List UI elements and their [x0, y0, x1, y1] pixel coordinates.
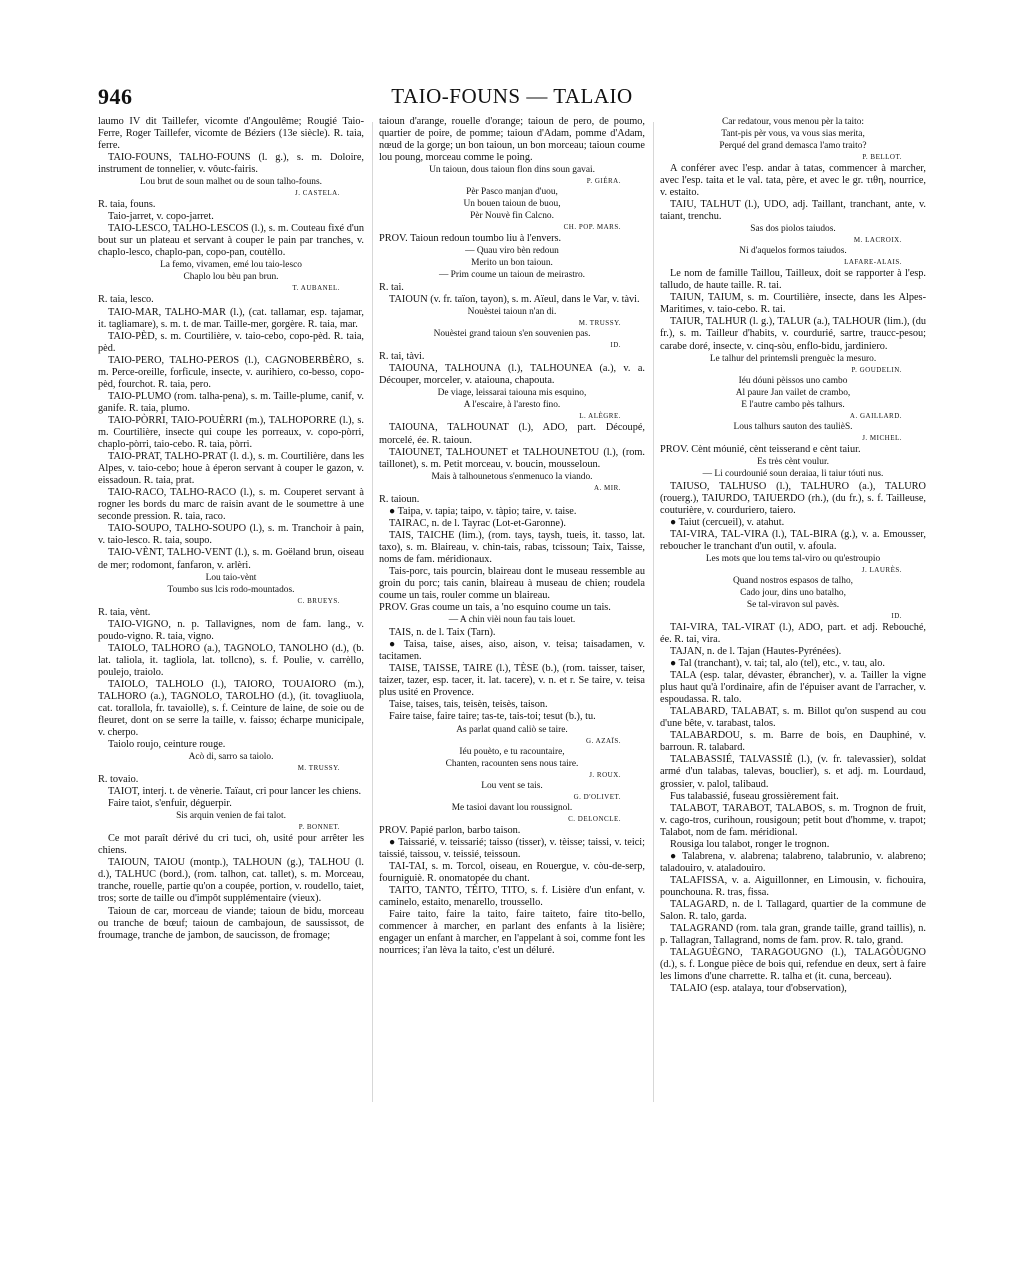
- quotation-line: Lous talhurs sauton des taulièS.: [733, 421, 853, 432]
- quotation-line: Chaplo lou bèu pan brun.: [183, 272, 279, 283]
- quotation-line: Chanten, racounten sens nous taire.: [445, 758, 579, 769]
- dictionary-entry: TAISE, TAISSE, TAIRE (l.), TÈSE (b.), (rom. taisser, taiser, taizer, tazer, esp. tacer, it. lat. tacere), v. n. et r. Se taire, v. teisa plus usité en Provence.: [379, 663, 645, 699]
- quotation-attribution: P. GIÉRA.: [586, 177, 621, 186]
- quotation-attribution: P. BELLOT.: [862, 153, 902, 161]
- quotation-attribution: CH. POP. MARS.: [563, 223, 621, 232]
- quotation-line: Cado jour, dins uno batalho,: [740, 587, 846, 598]
- quotation-line: Ni d'aquelos formos taiudos.: [739, 246, 847, 257]
- quotation-attribution: ID.: [610, 341, 621, 350]
- quotation-attribution: A. GAILLARD.: [849, 411, 902, 420]
- running-title: TAIO-FOUNS — TALAIO: [391, 84, 633, 108]
- dictionary-entry: TAIOUNA, TALHOUNA (l.), TALHOUNEA (a.), v. a. Découper, morceler, v. ataiouna, chapouta.: [379, 363, 645, 387]
- text-columns: [98, 116, 926, 1196]
- dictionary-entry: TAIOUNET, TALHOUNET et TALHOUNETOU (l.), (rom. taillonet), s. m. Petit morceau, v. boucin, mousseloun.: [379, 446, 645, 470]
- dictionary-entry: Faire taito, faire la taito, faire taiteto, faire tito-bello, commencer à marcher, en parlant des enfants à la lisière; engager un enfant à marcher, en l'appelant à soi, comme font les nourrices; i'an lèva la taito, c'est un déluré.: [379, 908, 645, 956]
- dictionary-entry: TAIOUN, TAIOU (montp.), TALHOUN (g.), TALHOU (l. d.), TALHUC (bord.), (rom. talhon, cat. tallet), s. m. Morceau, tranche, rouelle, partie qu'on a coupée, portion, v. roudello, taiet, tros; sorte de taille ou d'impôt supplémentaire (vieux).: [98, 857, 364, 905]
- page-number: 946: [98, 84, 133, 109]
- page-header: [98, 84, 926, 114]
- dictionary-entry: TAIOLO, TALHORO (a.), TAGNOLO, TANOLHO (d.), (b. lat. taliola, it. tagliola, lat. tollcno), s. f. Poulie, v. carrèllo, poulejo, traiolo.: [98, 642, 364, 678]
- dictionary-entry: TAJAN, n. de l. Tajan (Hautes-Pyrénées).: [670, 645, 842, 657]
- quotation-line: Car redatour, vous menou pèr la taito:: [721, 117, 865, 127]
- dictionary-entry: TAITO, TANTO, TÈITO, TITO, s. f. Lisière d'un enfant, v. caminelo, estaito, menarello, troussello.: [379, 884, 645, 908]
- quotation-line: Merito un bon taioun.: [471, 258, 553, 269]
- entry-continuation: laumo IV dit Taillefer, vicomte d'Angoulême; Rougié Taio-Ferre, Roger Taillefer, vicomte de Béziers (13e siècle). R. taia, ferre.: [98, 116, 364, 152]
- dictionary-entry: TAIS, TAICHE (lim.), (rom. tays, taysh, tueis, it. tasso, lat. taxo), s. m. Blaireau, v. chin-tais, rabas, tcissoun; Taix, Taisse, noms de fam. méridionaux.: [379, 529, 645, 565]
- quotation-attribution: J. ROUX.: [589, 770, 621, 779]
- dictionary-entry: TAIO-MAR, TALHO-MAR (l.), (cat. tallamar, esp. tajamar, it. tagliamare), s. m. t. de mar. Taille-mer, gorgère. R. taia, mar.: [98, 306, 364, 330]
- quotation-attribution: LAFARE-ALAIS.: [844, 258, 902, 267]
- quotation-line: Un bouen taioun de buou,: [463, 199, 561, 210]
- entry-continuation: PROV. Papié parlon, barbo taison.: [379, 824, 521, 836]
- entry-continuation: R. taia, vènt.: [98, 606, 151, 618]
- quotation-line: Lou brut de soun malhet ou de soun talho-founs.: [139, 177, 322, 188]
- quotation-attribution: ID.: [891, 611, 902, 620]
- dictionary-entry: ● Talabrena, v. alabrena; talabreno, talabrunio, v. alabreno; taladouiro, v. ataladouiro.: [660, 850, 926, 874]
- quotation-line: Nouèstei grand taioun s'en souvenien pas.: [433, 329, 591, 340]
- quotation-line: Iéu dóuni pèissos uno cambo: [738, 375, 848, 386]
- dictionary-entry: ● Tal (tranchant), v. tai; tal, alo (tel), etc., v. tau, alo.: [670, 658, 885, 670]
- entry-continuation: PROV. Gras coume un tais, a 'no esquino coume un tais.: [379, 602, 611, 614]
- quotation-attribution: G. AZAÏS.: [585, 736, 621, 745]
- quotation-line: Tant-pis pèr vous, va vous sias merita,: [721, 129, 865, 139]
- quotation-attribution: M. TRUSSY.: [297, 764, 340, 773]
- quotation-line: Les mots que lou tems tal-viro ou qu'estroupio: [705, 553, 881, 564]
- quotation-line: — Quau viro bèn redoun: [465, 246, 559, 257]
- quotation-line: Lou taio-vènt: [205, 572, 257, 583]
- quotation-line: Al paure Jan vailet de crambo,: [735, 387, 851, 398]
- dictionary-entry: TAI-TAI, s. m. Torcol, oiseau, en Rouergue, v. còu-de-serp, fourniguiè. R. onomatopée du chant.: [379, 860, 645, 884]
- quotation-attribution: P. BONNET.: [298, 823, 340, 832]
- dictionary-entry: Tais-porc, tais pourcin, blaireau dont le museau ressemble au groin du porc; tais canin, blaireau à museau de chien; roudela coume un tais, rouler comme un blaireau.: [379, 565, 645, 602]
- dictionary-entry: TAIUN, TAIUM, s. m. Courtilière, insecte, dans les Alpes-Maritimes, v. taio-cebo. R. tai.: [660, 292, 926, 316]
- dictionary-entry: TALAFISSA, v. a. Aiguillonner, en Limousin, v. fichouira, pounchouna. R. tras, fissa.: [660, 874, 926, 898]
- dictionary-entry: Rousiga lou talabot, ronger le trognon.: [670, 838, 830, 850]
- quotation-attribution: T. AUBANEL.: [292, 284, 340, 293]
- dictionary-entry: ● Taisa, taise, aises, aiso, aison, v. teisa; taisadamen, v. tacitamen.: [379, 639, 645, 663]
- dictionary-entry: TALAIO (esp. atalaya, tour d'observation),: [670, 983, 847, 995]
- dictionary-entry: TAIO-PERO, TALHO-PEROS (l.), CAGNOBERBÈRO, s. m. Perce-oreille, forficule, insecte, v. aurihiero, co-besso, copo-pèd, fourchot. R. taia, pero.: [98, 354, 364, 390]
- dictionary-entry: Le nom de famille Taillou, Tailleux, doit se rapporter à l'esp. talludo, de haute taille. R. tai.: [660, 268, 926, 292]
- dictionary-entry: Taio-jarret, v. copo-jarret.: [108, 211, 214, 223]
- dictionary-entry: Taise, taises, tais, teisèn, teisès, taison.: [389, 699, 548, 711]
- dictionary-entry: TAIO-RACO, TALHO-RACO (l.), s. m. Couperet servant à rogner les bords du marc de raisin avant de le soumettre à une seconde pression. R. taia, raco.: [98, 487, 364, 523]
- dictionary-entry: TALAGUÈGNO, TARAGOUGNO (l.), TALAGÒUGNO (d.), s. f. Longue pièce de bois qui, refendue en deux, sert à faire les limons d'une charrette. R. talha et (it. cuna, berceau).: [660, 947, 926, 983]
- quotation-attribution: P. GOUDELIN.: [851, 365, 902, 374]
- entry-continuation: PROV. Taioun redoun toumbo liu à l'envers.: [379, 233, 562, 245]
- quotation-line: Pèr Pasco manjan d'uou,: [466, 187, 558, 198]
- dictionary-entry: TALAGRAND (rom. tala gran, grande taille, grand taillis), n. p. Tallagran, Tallagrand, noms de fam. prov. R. talo, grand.: [660, 923, 926, 947]
- entry-continuation: R. taia, lesco.: [98, 294, 154, 306]
- quotation-attribution: J. LAURÈS.: [861, 565, 902, 574]
- dictionary-entry: Taioun de car, morceau de viande; taioun de bidu, morceau ou tranche de bœuf; taioun de cambajoun, de saussissot, de froumage, tranche de jambon, de saucisson, de fromage;: [98, 905, 364, 941]
- dictionary-entry: Taiolo roujo, ceinture rouge.: [108, 739, 226, 751]
- column-rule: [372, 122, 373, 1102]
- quotation-attribution: J. CASTELA.: [295, 189, 340, 198]
- dictionary-entry: TAIS, n. de l. Taix (Tarn).: [389, 627, 496, 639]
- quotation-attribution: L. ALÈGRE.: [579, 412, 621, 421]
- quotation-attribution: J. MICHEL.: [862, 433, 902, 442]
- column-rule: [653, 122, 654, 1102]
- quotation-line: La femo, vivamen, emé lou taio-lesco: [160, 260, 302, 271]
- dictionary-entry: TAIOLO, TALHOLO (l.), TAIORO, TOUAIORO (m.), TALHORO (a.), TAGNOLO, TAROLHO (d.), (it. tovagliuola, cat. torallola, fr. tavaiolle), s. f. Ceinture de laine, de soie ou de fleuret, dont on se serre la taille, v. faisso; écharpe municipale, v. cherpo.: [98, 678, 364, 739]
- quotation-line: Toumbo sus lcis rodo-mountados.: [167, 584, 295, 595]
- quotation-attribution: M. LACROIX.: [853, 236, 902, 245]
- dictionary-entry: ● Taipa, v. tapia; taipo, v. tàpio; taire, v. taise.: [389, 505, 577, 517]
- dictionary-entry: TAI-VIRA, TAL-VIRAT (l.), ADO, part. et adj. Rebouché, ée. R. tai, vira.: [660, 621, 926, 645]
- quotation-line: Nouèstei taioun n'an di.: [467, 307, 557, 318]
- dictionary-entry: TALAGARD, n. de l. Tallagard, quartier de la commune de Salon. R. talo, garda.: [660, 898, 926, 923]
- dictionary-entry: TAIO-FOUNS, TALHO-FOUNS (l. g.), s. m. Doloire, instrument de tonnelier, v. vôutc-fairis.: [98, 152, 364, 176]
- quotation-line: De viage, leissarai taiouna mis esquino,: [437, 388, 587, 399]
- quotation-attribution: C. DELONCLE.: [568, 814, 621, 823]
- dictionary-entry: TAIO-SOUPO, TALHO-SOUPO (l.), s. m. Tranchoir à pain, v. taio-lesco. R. taia, soupo.: [98, 523, 364, 547]
- quotation-line: Me tasioi davant lou roussignol.: [451, 802, 573, 813]
- entry-continuation: R. taia, founs.: [98, 199, 156, 211]
- entry-continuation: R. tai, tàvi.: [379, 351, 425, 363]
- quotation-line: As parlat quand caliò se taire.: [456, 724, 568, 735]
- dictionary-entry: TAIOUNA, TALHOUNAT (l.), ADO, part. Découpé, morcelé, ée. R. taioun.: [379, 422, 645, 446]
- quotation-line: Lou vent se tais.: [481, 780, 543, 791]
- dictionary-entry: TAIO-PÒRRI, TAIO-POUÈRRI (m.), TALHOPORRE (l.), s. m. Courtilière, insecte qui coupe les porreaux, v. copo-pòrri, chaplo-pòrri, taio-cebo. R. taia, pòrri.: [98, 414, 364, 451]
- entry-continuation: R. taioun.: [379, 493, 420, 505]
- dictionary-entry: ● Taiut (cercueil), v. atahut.: [670, 516, 785, 528]
- quotation-line: — A chin vièi noun fau tais louet.: [448, 615, 576, 626]
- dictionary-entry: TAIO-VÈNT, TALHO-VENT (l.), s. m. Goëland brun, oiseau de mer; rodomont, fanfaron, v. arlèri.: [98, 547, 364, 571]
- dictionary-entry: TAIO-LESCO, TALHO-LESCOS (l.), s. m. Couteau fixé d'un bout sur un plateau et servant à couper le pain par tranches, v. chaplo-lesco, chaplo-pan, copo-pan, coutèllo.: [98, 223, 364, 259]
- dictionary-entry: Ce mot paraît dérivé du cri tuci, oh, usité pour arrêter les chiens.: [98, 833, 364, 857]
- dictionary-entry: TAIOT, interj. t. de vènerie. Taïaut, cri pour lancer les chiens.: [108, 786, 362, 798]
- column-1: [98, 116, 364, 1196]
- dictionary-entry: TAIRAC, n. de l. Tayrac (Lot-et-Garonne).: [389, 517, 566, 529]
- quotation-line: Mais à talhounetous s'enmenuco la viando.: [431, 471, 593, 482]
- quotation-attribution: C. BRUEYS.: [297, 596, 340, 605]
- quotation-line: Perqué del grand demasca l'amo traito?: [719, 141, 867, 151]
- dictionary-entry: TALABARDOU, s. m. Barre de bois, en Dauphiné, v. barroun. R. talabard.: [660, 730, 926, 754]
- quotation-line: Quand nostros espasos de talho,: [732, 575, 854, 586]
- dictionary-entry: ● Taissarié, v. teissarié; taisso (tisser), v. tèisse; taissi, v. teici; taissié, taissou, v. teissié, teissoun.: [379, 836, 645, 860]
- dictionary-entry: TAI-VIRA, TAL-VIRA (l.), TAL-BIRA (g.), v. a. Emousser, reboucher le tranchant d'un outil, v. afoula.: [660, 528, 926, 552]
- quotation-attribution: A. MIR.: [593, 483, 621, 492]
- dictionary-entry: TAIO-PÈD, s. m. Courtilière, v. taio-cebo, copo-pèd. R. taia, pèd.: [98, 330, 364, 354]
- quotation-line: Se tal-viravon sul pavès.: [746, 599, 840, 610]
- quotation-line: Pèr Nouvè fin Calcno.: [470, 211, 554, 222]
- quotation-line: Es trės cènt voulur.: [757, 456, 829, 467]
- entry-continuation: taioun d'arange, rouelle d'orange; taioun de pero, de poumo, quartier de poire, de pomme; taioun d'Adam, pomme d'Adam, nœud de la gorge; un bon taioun, un bon morceau; taioun coume lou poung, morceau comme le poing.: [379, 116, 645, 164]
- dictionary-entry: TALA (esp. talar, dévaster, ébrancher), v. a. Tailler la vigne plus haut qu'à l'ordinaire, afin de l'épuiser avant de l'arracher, v. espoudassa. R. talo.: [660, 670, 926, 706]
- dictionary-entry: TALABARD, TALABAT, s. m. Billot qu'on suspend au cou d'une bête, v. tarabast, talos.: [660, 706, 926, 730]
- dictionary-entry: Faire taise, faire taire; tas-te, tais-toi; tesut (b.), tu.: [389, 711, 596, 723]
- quotation-line: Iéu pouèto, e tu racountaire,: [459, 746, 565, 757]
- quotation-line: Le talhur del printemsli prenguèc la mesuro.: [709, 353, 877, 364]
- quotation-line: E l'autre cambo pès talhurs.: [741, 399, 845, 410]
- column-2: [379, 116, 645, 1196]
- dictionary-entry: TALABOT, TARABOT, TALABOS, s. m. Trognon de fruit, v. cago-tros, curihoun, rousigoun; petit bout d'homme, v. trapot; Talabot, nom de fam. méridional.: [660, 802, 926, 838]
- dictionary-entry: TAIO-VIGNO, n. p. Tallavignes, nom de fam. lang., v. poudo-vigno. R. taia, vigno.: [98, 618, 364, 642]
- dictionary-entry: TALABASSIÉ, TALVASSIÈ (l.), (v. fr. talevassier), soldat armé d'un talabas, talevas, bouclier), s. et adj. m. Lourdaud, grossier, v. palol, talibaud.: [660, 754, 926, 790]
- entry-continuation: R. tovaio.: [98, 774, 139, 786]
- dictionary-entry: TAIU, TALHUT (l.), UDO, adj. Taillant, tranchant, ante, v. taiant, trenchu.: [660, 199, 926, 223]
- quotation-line: Acò di, sarro sa taiolo.: [188, 752, 274, 763]
- dictionary-entry: Faire taiot, s'enfuir, déguerpir.: [108, 798, 232, 810]
- quotation-attribution: G. D'OLIVET.: [573, 792, 621, 801]
- dictionary-entry: Fus talabassié, fuseau grossièrement fait.: [670, 790, 839, 802]
- entry-continuation: PROV. Cènt móunié, cènt teisserand e cènt taiur.: [660, 443, 861, 455]
- quotation-line: Un taioun, dous taioun flon dins soun gavai.: [429, 165, 595, 176]
- quotation-attribution: M. TRUSSY.: [578, 319, 621, 328]
- dictionary-entry: TAIUR, TALHUR (l. g.), TALUR (a.), TALHOUR (lim.), (du fr.), s. m. Tailleur d'habits, v. courdurié, sartre, traucc-pesou; carabe doré, insecte, v. cinq-sòu, enflo-bidu, jardiniero.: [660, 316, 926, 352]
- dictionary-entry: TAIOUN (v. fr. taïon, tayon), s. m. Aïeul, dans le Var, v. tàvi.: [389, 294, 640, 306]
- column-3: [660, 116, 926, 1196]
- dictionary-entry: A conférer avec l'esp. andar à tatas, commencer à marcher, avec l'esp. taita et le val. tata, père, et avec le gr. τιθη, nourrice, v. estaito.: [660, 163, 926, 199]
- quotation-line: — Li courdounié soun deraiaa, li taiur tóuti nus.: [702, 468, 884, 479]
- quotation-line: A l'escaire, à l'aresto fino.: [463, 400, 561, 411]
- dictionary-entry: TAIUSO, TALHUSO (l.), TALHURO (a.), TALURO (rouerg.), TAIURDO, TAIUERDO (rh.), (du fr.), s. f. Tailleuse, couturière, v. courduriero, taiero.: [660, 480, 926, 516]
- quotation-line: Sis arquin venien de fai talot.: [176, 811, 286, 822]
- dictionary-entry: TAIO-PRAT, TALHO-PRAT (l. d.), s. m. Courtilière, dans les Alpes, v. taio-cebo; houe à éperon servant à couper le gazon, v. eissadoun. R. taia, prat.: [98, 451, 364, 487]
- entry-continuation: R. tai.: [379, 282, 404, 294]
- quotation-line: Sas dos piolos taiudos.: [750, 224, 836, 235]
- dictionary-entry: TAIO-PLUMO (rom. talha-pena), s. m. Taille-plume, canif, v. ganife. R. taia, plumo.: [98, 390, 364, 414]
- quotation-line: — Prim coume un taioun de meirastro.: [438, 270, 586, 281]
